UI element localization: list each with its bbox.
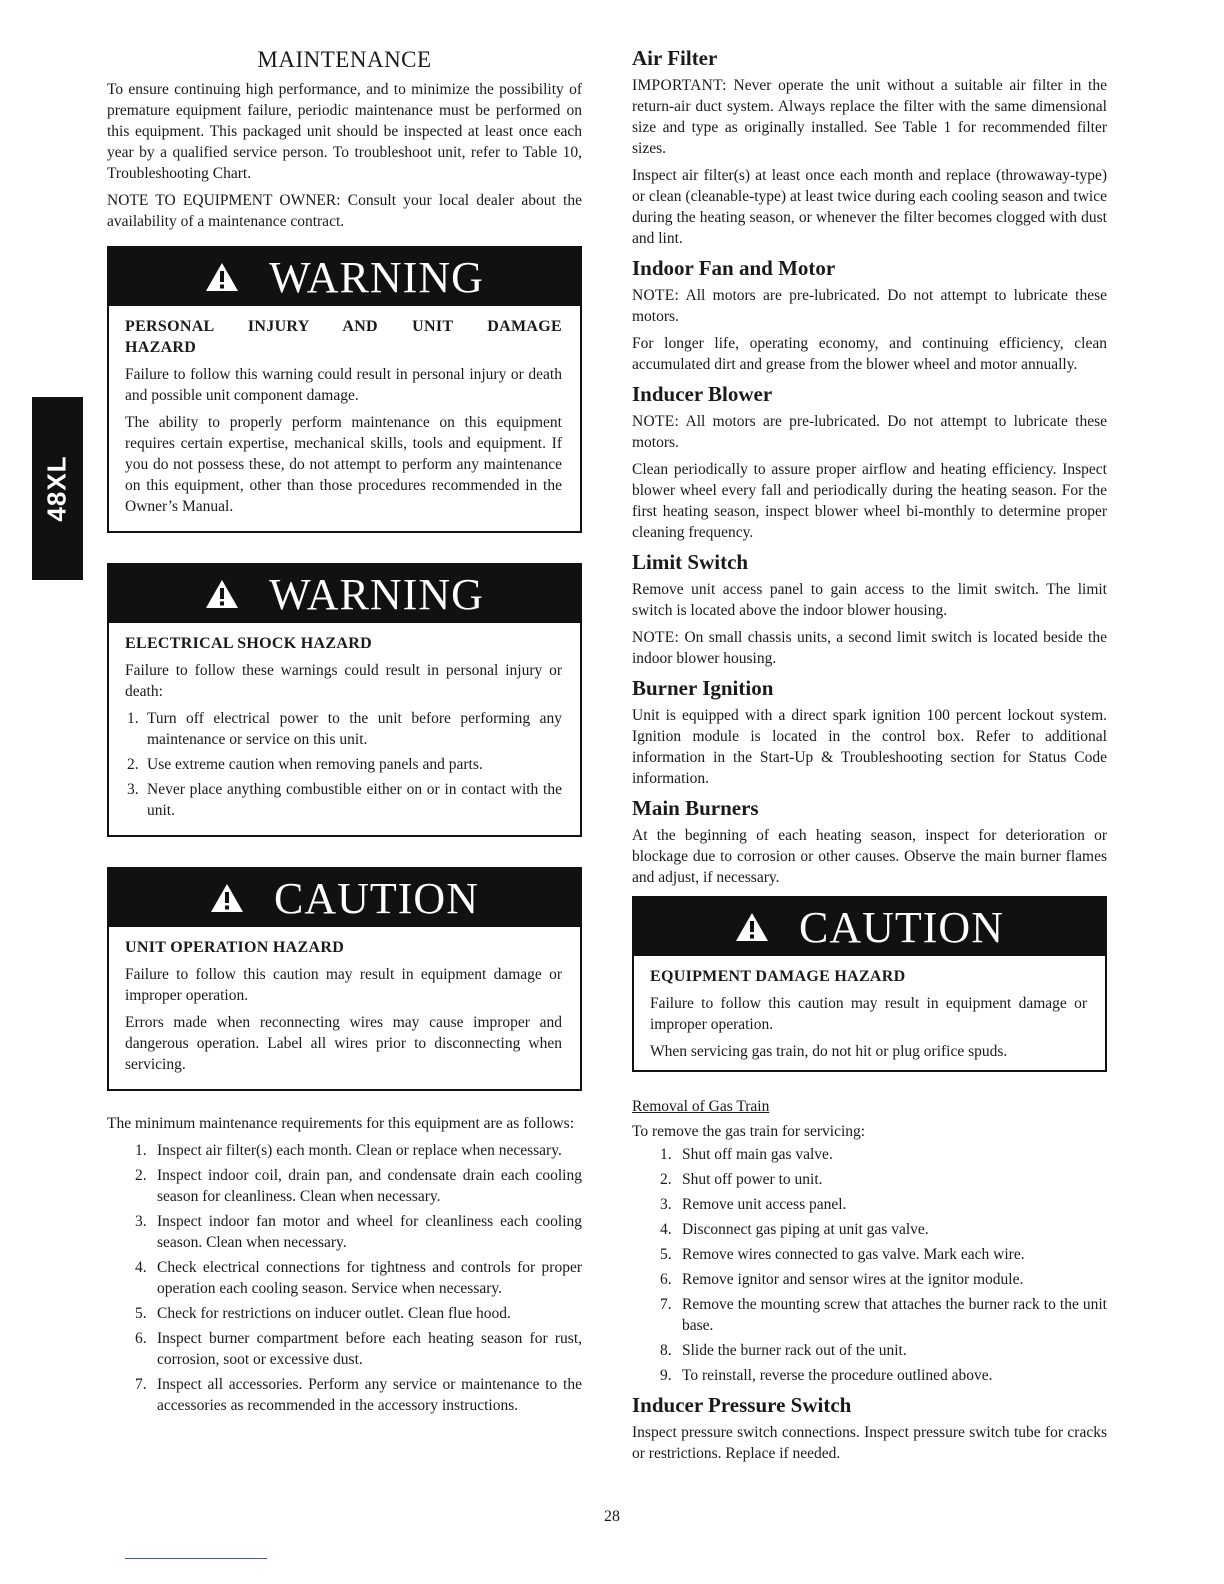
- list-item: 7. Inspect all accessories. Perform any service or maintenance to the accessories as recommended in the accessory instructions.: [135, 1376, 582, 1414]
- inducer-blower-text: Clean periodically to assure proper airflow and heating efficiency. Inspect blower wheel every fall and periodically during the heating season. For the first heating season, inspect blower wheel bi-monthly to determine proper cleaning frequency.: [632, 461, 1107, 541]
- air-filter-heading: Air Filter: [632, 46, 718, 70]
- list-item: 4. Disconnect gas piping at unit gas valve.: [660, 1221, 929, 1238]
- inducer-pressure-text: Inspect pressure switch connections. Inspect pressure switch tube for cracks or restrictions. Replace if needed.: [632, 1424, 1107, 1462]
- inducer-blower-note: NOTE: All motors are pre-lubricated. Do not attempt to lubricate these motors.: [632, 413, 1107, 451]
- warning-title: ELECTRICAL SHOCK HAZARD: [125, 635, 372, 652]
- indoor-fan-note: NOTE: All motors are pre-lubricated. Do not attempt to lubricate these motors.: [632, 287, 1107, 325]
- list-item: 5. Remove wires connected to gas valve. Mark each wire.: [660, 1246, 1025, 1263]
- list-item: 1. Shut off main gas valve.: [660, 1146, 833, 1163]
- caution-header: [634, 898, 1105, 956]
- list-item: 8. Slide the burner rack out of the unit.: [660, 1342, 907, 1359]
- owner-note: NOTE TO EQUIPMENT OWNER: Consult your local dealer about the availability of a maintenance contract.: [107, 192, 582, 230]
- caution-label: CAUTION: [799, 902, 1004, 952]
- right-column: [632, 45, 1107, 1470]
- caution-label: CAUTION: [274, 873, 479, 923]
- gas-train-steps: [632, 1144, 1107, 1386]
- list-item: 3. Inspect indoor fan motor and wheel for cleanliness each cooling season. Clean when necessary.: [135, 1213, 582, 1251]
- gas-train-intro: To remove the gas train for servicing:: [632, 1123, 866, 1140]
- caution-title: EQUIPMENT DAMAGE HAZARD: [650, 968, 906, 985]
- warning-box-personal-injury: [107, 246, 582, 533]
- indoor-fan-text: For longer life, operating economy, and continuing efficiency, clean accumulated dirt and grease from the blower wheel and motor annually.: [632, 335, 1107, 373]
- gas-train-subheading: Removal of Gas Train: [632, 1098, 770, 1115]
- limit-switch-text: Remove unit access panel to gain access to the limit switch. The limit switch is located above the indoor blower housing.: [632, 581, 1107, 619]
- footer-rule: [125, 1558, 267, 1559]
- list-item: 2. Shut off power to unit.: [660, 1171, 823, 1188]
- warning-text: The ability to properly perform maintenance on this equipment requires certain expertise, mechanical skills, tools and equipment. If you do not possess these, do not attempt to perform any maintenance on this equipment, other than those procedures recommended in the Owner’s Manual.: [125, 414, 562, 515]
- list-item: 6. Remove ignitor and sensor wires at the ignitor module.: [660, 1271, 1024, 1288]
- list-item: 1. Inspect air filter(s) each month. Clean or replace when necessary.: [135, 1142, 562, 1159]
- caution-title: UNIT OPERATION HAZARD: [125, 939, 345, 956]
- inducer-pressure-heading: Inducer Pressure Switch: [632, 1393, 852, 1417]
- caution-box-unit-operation: [107, 867, 582, 1091]
- warning-box-electrical: [107, 563, 582, 837]
- warning-label: WARNING: [269, 252, 484, 302]
- list-item: 3. Remove unit access panel.: [660, 1196, 847, 1213]
- air-filter-text: Inspect air filter(s) at least once each month and replace (throwaway-type) or clean (cleanable-type) at least twice during each cooling season and twice during the heating season, or whenever the filter becomes clogged with dust and lint.: [632, 167, 1107, 247]
- inducer-blower-heading: Inducer Blower: [632, 382, 773, 406]
- caution-text: When servicing gas train, do not hit or plug orifice spuds.: [650, 1043, 1008, 1060]
- warning-triangle-icon: [205, 262, 239, 292]
- warning-triangle-icon: [735, 912, 769, 942]
- list-item: 2. Use extreme caution when removing panels and parts.: [127, 756, 483, 773]
- main-burners-heading: Main Burners: [632, 796, 759, 820]
- caution-header: [109, 869, 580, 927]
- warning-header: [109, 248, 580, 306]
- limit-switch-heading: Limit Switch: [632, 550, 749, 574]
- caution-text: Failure to follow this caution may result in equipment damage or improper operation.: [650, 995, 1087, 1033]
- min-req-list: [107, 1140, 582, 1416]
- list-item: 7. Remove the mounting screw that attaches the burner rack to the unit base.: [660, 1296, 1107, 1334]
- air-filter-text: IMPORTANT: Never operate the unit without a suitable air filter in the return-air duct system. Always replace the filter with the same dimensional size and type as originally installed. See Table 1 for recommended filter sizes.: [632, 77, 1107, 157]
- limit-switch-note: NOTE: On small chassis units, a second limit switch is located beside the indoor blower housing.: [632, 629, 1107, 667]
- caution-box-equipment-damage: [632, 896, 1107, 1072]
- caution-text: Errors made when reconnecting wires may cause improper and dangerous operation. Label all wires prior to disconnecting when servicing.: [125, 1014, 562, 1073]
- list-item: 3. Never place anything combustible either on or in contact with the unit.: [127, 781, 562, 819]
- list-item: 1. Turn off electrical power to the unit before performing any maintenance or service on this unit.: [127, 710, 562, 748]
- list-item: 4. Check electrical connections for tightness and controls for proper operation each cooling season. Service when necessary.: [135, 1259, 582, 1297]
- side-tab-label: 48XL: [42, 455, 72, 522]
- list-item: 6. Inspect burner compartment before each heating season for rust, corrosion, soot or excessive dust.: [135, 1330, 582, 1368]
- caution-text: Failure to follow this caution may result in equipment damage or improper operation.: [125, 966, 562, 1004]
- min-req-intro: The minimum maintenance requirements for this equipment are as follows:: [107, 1115, 575, 1132]
- burner-ignition-text: Unit is equipped with a direct spark ignition 100 percent lockout system. Ignition module is located in the control box. Refer to additional information in the Start-Up & Troubleshooting section for Status Code information.: [632, 707, 1107, 787]
- warning-triangle-icon: [205, 579, 239, 609]
- maintenance-heading: MAINTENANCE: [257, 47, 432, 72]
- left-column: [107, 45, 582, 1422]
- warning-text: Failure to follow these warnings could result in personal injury or death:: [125, 662, 562, 700]
- warning-list: [125, 708, 562, 821]
- side-tab: [32, 397, 83, 580]
- list-item: 9. To reinstall, reverse the procedure outlined above.: [660, 1367, 993, 1384]
- page-number: 28: [604, 1508, 620, 1525]
- warning-label: WARNING: [269, 569, 484, 619]
- main-burners-text: At the beginning of each heating season, inspect for deterioration or blockage due to corrosion or other causes. Observe the main burner flames and adjust, if necessary.: [632, 827, 1107, 886]
- indoor-fan-heading: Indoor Fan and Motor: [632, 256, 836, 280]
- list-item: 2. Inspect indoor coil, drain pan, and condensate drain each cooling season for cleanliness. Clean when necessary.: [135, 1167, 582, 1205]
- warning-text: Failure to follow this warning could result in personal injury or death and possible unit component damage.: [125, 366, 562, 404]
- list-item: 5. Check for restrictions on inducer outlet. Clean flue hood.: [135, 1305, 511, 1322]
- warning-triangle-icon: [210, 883, 244, 913]
- maintenance-intro: To ensure continuing high performance, and to minimize the possibility of premature equipment failure, periodic maintenance must be performed on this equipment. This packaged unit should be inspected at least once each year by a qualified service person. To troubleshoot unit, refer to Table 10, Troubleshooting Chart.: [107, 81, 582, 182]
- warning-header: [109, 565, 580, 623]
- warning-title: PERSONAL INJURY AND UNIT DAMAGE HAZARD: [125, 318, 562, 356]
- burner-ignition-heading: Burner Ignition: [632, 676, 774, 700]
